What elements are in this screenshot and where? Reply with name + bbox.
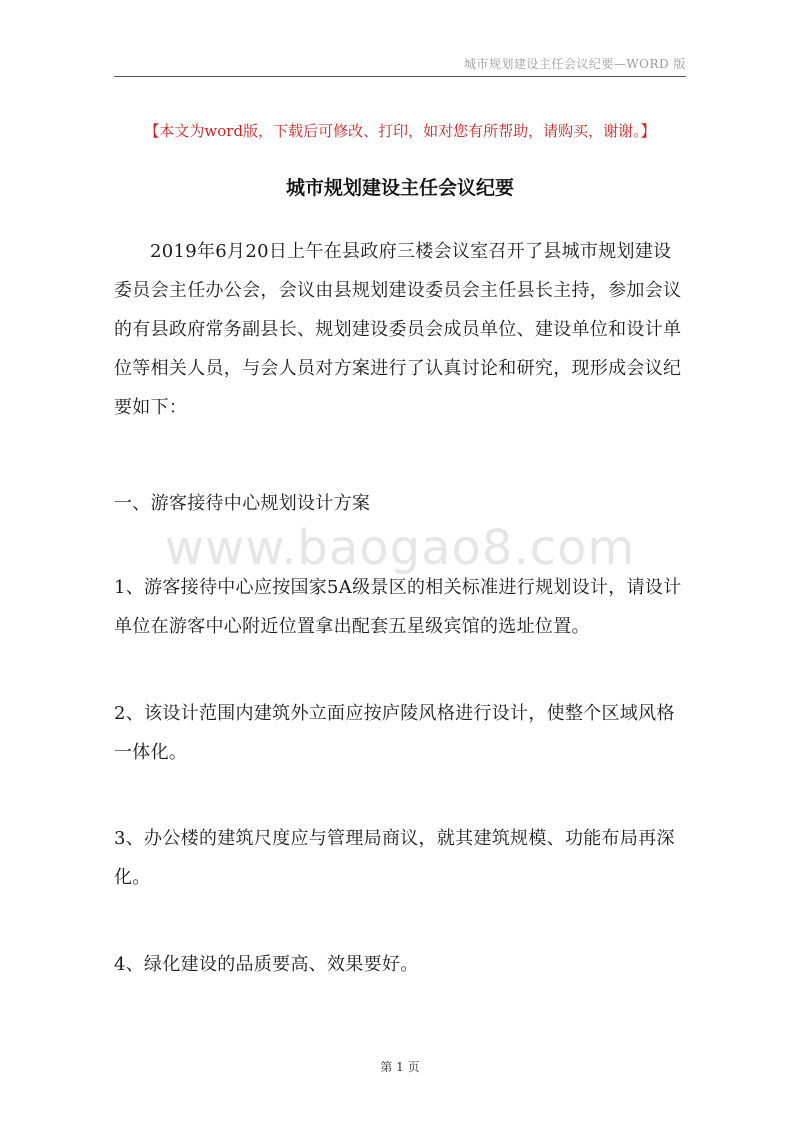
download-notice: 【本文为word版，下载后可修改、打印，如对您有所帮助，请购买，谢谢。】 — [144, 122, 656, 140]
header-divider — [114, 76, 686, 77]
watermark: www.baogao8.com — [164, 520, 636, 576]
list-item: 3、办公楼的建筑尺度应与管理局商议，就其建筑规模、功能布局再深化。 — [114, 828, 675, 888]
section-heading: 一、游客接待中心规划设计方案 — [114, 493, 371, 514]
page-number: 第 1 页 — [380, 1060, 420, 1074]
list-item: 2、该设计范围内建筑外立面应按庐陵风格进行设计，使整个区域风格一体化。 — [114, 703, 675, 763]
intro-paragraph: 2019年6月20日上午在县政府三楼会议室召开了县城市规划建设委员会主任办公会，会议由县规划建设委员会主任县长主持，参加会议的有县政府常务副县长、规划建设委员会成员单位、建设单位和设计单位等相关人员，与会人员对方案进行了认真讨论和研究，现形成会议纪要如下： — [114, 241, 682, 418]
running-header: 城市规划建设主任会议纪要—WORD 版 — [463, 57, 686, 71]
list-item: 1、游客接待中心应按国家5A级景区的相关标准进行规划设计，请设计单位在游客中心附近位置拿出配套五星级宾馆的选址位置。 — [114, 577, 682, 637]
document-title: 城市规划建设主任会议纪要 — [285, 177, 514, 199]
list-item: 4、绿化建设的品质要高、效果要好。 — [114, 954, 419, 975]
